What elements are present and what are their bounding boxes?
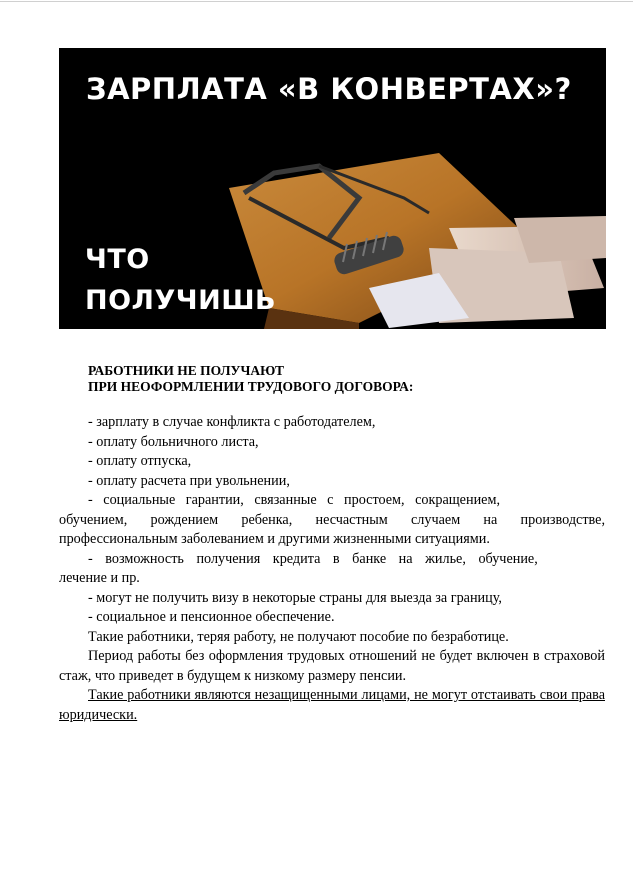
document-body: [59, 363, 605, 725]
list-item: - оплату отпуска,: [88, 453, 192, 469]
list-item-continued: обучением, рождением ребенка, несчастным случаем на производстве, профессиональным заболеванием и другими жизненными ситуациями.: [59, 511, 605, 547]
banner-get: ПОЛУЧИШЬ: [85, 285, 277, 316]
top-border: [0, 1, 633, 2]
list-item: - оплату больничного листа,: [88, 433, 259, 450]
banner-title: ЗАРПЛАТА «В КОНВЕРТАХ»?: [86, 72, 572, 106]
rights-list: [59, 413, 605, 628]
paragraph-conclusion: Такие работники являются незащищенными лицами, не могут отстаивать свои права юридически.: [59, 687, 605, 723]
list-item: - зарплату в случае конфликта с работодателем,: [88, 414, 376, 430]
list-item: - оплату расчета при увольнении,: [88, 472, 290, 489]
list-item-continued: лечение и пр.: [59, 570, 140, 586]
paragraph-unemployment: Такие работники, теряя работу, не получают пособие по безработице.: [88, 628, 509, 645]
banner-image: [59, 48, 606, 329]
list-item: - социальные гарантии, связанные с простоем, сокращением,: [88, 492, 500, 508]
list-item: - социальное и пенсионное обеспечение.: [88, 609, 335, 625]
paragraph-insurance: Период работы без оформления трудовых отношений не будет включен в страховой стаж, что приведет в будущем к низкому размеру пенсии.: [59, 648, 605, 684]
list-item: - могут не получить визу в некоторые страны для выезда за границу,: [88, 589, 502, 606]
heading-line-2: ПРИ НЕОФОРМЛЕНИИ ТРУДОВОГО ДОГОВОРА:: [88, 379, 414, 394]
heading-line-1: РАБОТНИКИ НЕ ПОЛУЧАЮТ: [88, 363, 284, 378]
list-item: - возможность получения кредита в банке на жилье, обучение,: [88, 550, 538, 567]
banner-what: ЧТО: [85, 244, 150, 275]
